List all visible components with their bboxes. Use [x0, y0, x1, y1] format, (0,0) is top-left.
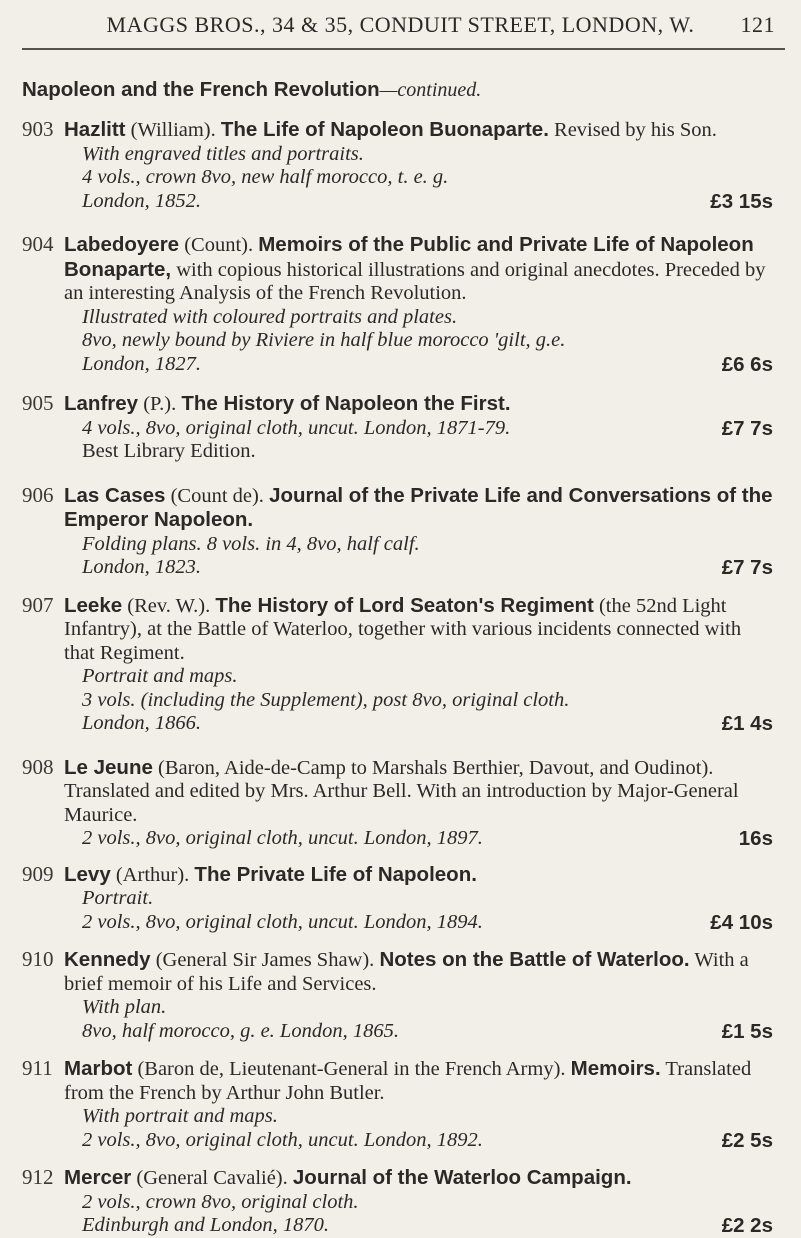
entry-number: 912 — [22, 1165, 54, 1189]
entry-title: Journal of the Private Life and Conversations of the Emperor Napoleon. — [64, 483, 773, 531]
entry-title: Notes on the Battle of Waterloo. — [379, 948, 690, 971]
entry-author: Kennedy — [64, 948, 151, 971]
entry-imprint-line — [64, 353, 773, 377]
entry-format: 3 vols. (including the Supplement), post 8vo, original cloth. — [82, 688, 570, 711]
catalogue-entry — [0, 392, 801, 464]
entry-author: Lanfrey — [64, 392, 139, 415]
entry-number: 907 — [22, 592, 54, 617]
entry-price-line — [64, 533, 773, 557]
entry-imprint: London, 1852. — [82, 189, 202, 212]
entry-author: Hazlitt — [64, 118, 126, 141]
entry-imprint-line — [64, 190, 773, 214]
header-rule — [22, 48, 785, 50]
entry-price-line — [64, 911, 773, 935]
entry-imprint-line — [64, 556, 773, 580]
entry-description — [64, 484, 773, 533]
entry-number: 903 — [22, 117, 54, 141]
entry-price-line — [64, 1129, 773, 1153]
entry-number: 910 — [22, 947, 54, 971]
entry-number: 909 — [22, 861, 54, 886]
page-header — [0, 12, 801, 38]
entry-description — [64, 863, 773, 888]
entry-desc: (the 52nd Light Infantry), at the Battle of Waterloo, together with various incidents connected with that Regiment. — [64, 594, 742, 664]
entry-price: £2 2s — [721, 1214, 773, 1237]
entry-number: 904 — [22, 232, 54, 256]
entry-title: Journal of the Waterloo Campaign. — [292, 1166, 632, 1189]
entry-format: 4 vols., 8vo, original cloth, uncut. London, 1871-79. — [82, 416, 511, 439]
entry-number: 908 — [22, 754, 54, 779]
entry-title: The Private Life of Napoleon. — [194, 862, 477, 886]
entry-format: 4 vols., crown 8vo, new half morocco, t. e. g. — [82, 166, 449, 188]
entry-price-line — [64, 689, 773, 713]
section-continued: —continued. — [379, 79, 482, 101]
entry-note: With plan. — [82, 996, 167, 1018]
entry-author-detail: (P.). — [138, 393, 182, 415]
entry-description — [64, 1057, 773, 1105]
entry-desc: Translated from the French by Arthur John Butler. — [64, 1058, 752, 1104]
entry-format: 2 vols., 8vo, original cloth, uncut. London, 1894. — [82, 910, 483, 933]
catalogue-entry — [0, 484, 801, 580]
entry-number: 911 — [22, 1056, 53, 1080]
entry-note: With portrait and maps. — [82, 1105, 278, 1127]
entry-price-line — [64, 827, 773, 851]
entry-number: 905 — [22, 391, 54, 415]
entry-price: £7 7s — [721, 416, 773, 440]
header-text: MAGGS BROS., 34 & 35, CONDUIT STREET, LONDON, W. — [106, 12, 695, 37]
entry-author: Leeke — [64, 593, 123, 617]
entry-price: £3 15s — [710, 189, 773, 213]
entry-desc: with copious historical illustrations and original anecdotes. Preceded by an interesting Analysis of the French Revolution. — [64, 258, 766, 304]
entry-author-detail: (Count). — [179, 234, 259, 256]
entry-author: Mercer — [64, 1166, 132, 1189]
entry-note: Portrait. — [82, 887, 154, 909]
entry-title: Memoirs of the Public and Private Life of Napoleon Bonaparte, — [64, 233, 754, 281]
entry-format: 2 vols., crown 8vo, original cloth. — [82, 1190, 359, 1213]
entry-description — [64, 392, 773, 417]
entry-price: £4 10s — [710, 910, 773, 934]
entry-note: With engraved titles and portraits. — [82, 142, 364, 165]
entry-title: The History of Napoleon the First. — [181, 392, 511, 415]
entry-author-detail: (William). — [125, 119, 221, 141]
entry-author-detail: (Rev. W.). — [122, 594, 216, 617]
entry-description — [64, 118, 773, 143]
entry-number: 906 — [22, 482, 54, 507]
entry-desc: With a brief memoir of his Life and Services. — [64, 949, 749, 995]
entry-author-detail: (Count de). — [165, 484, 270, 507]
entry-author: Las Cases — [64, 483, 166, 507]
catalogue-entry — [0, 233, 801, 376]
entry-author: Levy — [64, 862, 111, 886]
entry-price: £7 7s — [721, 556, 773, 579]
entry-title: Memoirs. — [570, 1057, 661, 1080]
catalogue-entry — [0, 1057, 801, 1152]
page-number: 121 — [740, 12, 775, 37]
entry-format: 2 vols., 8vo, original cloth, uncut. London, 1897. — [82, 827, 483, 849]
entry-format: Folding plans. 8 vols. in 4, 8vo, half calf. — [82, 532, 420, 555]
entry-author: Marbot — [64, 1057, 133, 1080]
entry-price: £2 5s — [721, 1128, 773, 1152]
catalogue-entry — [0, 948, 801, 1043]
entry-format: 2 vols., 8vo, original cloth, uncut. London, 1892. — [82, 1128, 483, 1151]
entry-price: £1 4s — [721, 712, 773, 735]
catalogue-entries — [0, 104, 801, 1238]
entry-format: 8vo, newly bound by Riviere in half blue morocco 'gilt, g.e. — [82, 329, 566, 351]
entry-imprint-line — [64, 712, 773, 736]
entry-description — [64, 948, 773, 996]
entry-price: 16s — [738, 827, 773, 850]
entry-imprint: London, 1823. — [82, 556, 202, 578]
entry-description — [64, 594, 773, 666]
catalogue-entry — [0, 594, 801, 736]
entry-author: Labedoyere — [64, 233, 180, 256]
entry-author-detail: (Arthur). — [110, 863, 195, 886]
entry-description — [64, 1166, 773, 1191]
entry-title: The History of Lord Seaton's Regiment — [215, 593, 594, 617]
catalogue-entry — [0, 1166, 801, 1238]
entry-author-detail: (General Sir James Shaw). — [150, 949, 380, 971]
section-title-text: Napoleon and the French Revolution — [22, 78, 380, 101]
entry-author-detail: (Baron, Aide-de-Camp to Marshals Berthier, Davout, and Oudinot). Translated and edited by Mrs. Arthur Bell. With an introduction by Major-General Maurice. — [64, 756, 739, 826]
entry-imprint: London, 1827. — [82, 352, 202, 375]
entry-price-line — [64, 417, 773, 441]
entry-price: £1 5s — [721, 1019, 773, 1043]
entry-imprint: London, 1866. — [82, 712, 202, 734]
entry-extra: Best Library Edition. — [82, 440, 256, 462]
entry-author-detail: (General Cavalié). — [131, 1167, 293, 1189]
catalogue-entry — [0, 118, 801, 213]
entry-title: The Life of Napoleon Buonaparte. — [220, 118, 549, 141]
entry-imprint: Edinburgh and London, 1870. — [82, 1214, 329, 1236]
entry-note: Portrait and maps. — [82, 665, 238, 687]
entry-format: 8vo, half morocco, g. e. London, 1865. — [82, 1019, 399, 1042]
catalogue-entry — [0, 756, 801, 851]
entry-price-line — [64, 1020, 773, 1044]
entry-price-line — [64, 166, 773, 190]
entry-author: Le Jeune — [64, 755, 153, 779]
entry-desc: Revised by his Son. — [548, 119, 717, 141]
catalogue-entry — [0, 863, 801, 935]
entry-author-detail: (Baron de, Lieutenant-General in the French Army). — [132, 1058, 571, 1080]
entry-imprint-line — [64, 1214, 773, 1238]
entry-description — [64, 756, 773, 828]
entry-price-line — [64, 329, 773, 353]
entry-price-line — [64, 1191, 773, 1215]
entry-description — [64, 233, 773, 306]
entry-price: £6 6s — [721, 352, 773, 376]
entry-note: Illustrated with coloured portraits and plates. — [82, 305, 458, 328]
section-title — [22, 78, 481, 102]
